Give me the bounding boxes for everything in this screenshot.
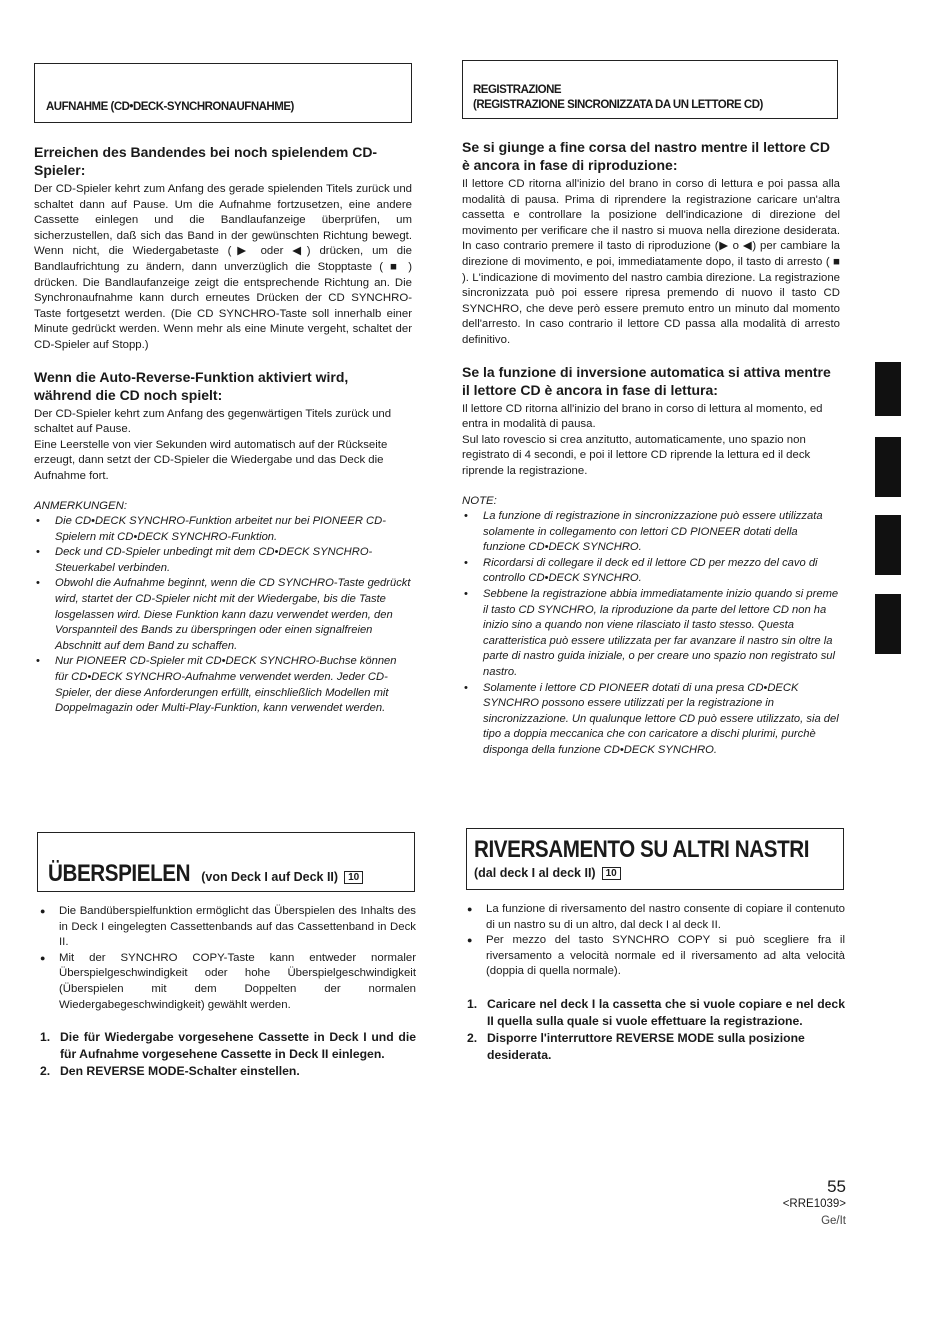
left-sec2-text2: Eine Leerstelle von vier Sekunden wird automatisch auf der Rückseite erzeugt, dann setzt der CD-Spieler die Wiedergabe und das Deck die Aufnahme fort. xyxy=(34,438,388,482)
right-sec2-text1: Il lettore CD ritorna all'inizio del brano in corso di lettura al momento, ed entra in modalità di pausa. xyxy=(462,402,823,431)
list-item: 1. Die für Wiedergabe vorgesehene Cassette in Deck I und die für Aufnahme vorgesehene Cassette in Deck II einlegen. xyxy=(40,1030,416,1062)
language-code: Ge/It xyxy=(821,1215,846,1227)
list-item: • Sebbene la registrazione abbia immediatamente inizio quando si preme il tasto CD SYNCHRO, la riproduzione da parte del lettore CD non ha inizio sino a quando non viene rilasciato il tasto stesso. Questa caratteristica può essere utilizzata per far avanzare il nastro sin oltre la parte di nastro guida iniziale, o per creare uno spazio non registrato sul nastro. xyxy=(462,587,840,681)
right-column-content xyxy=(462,138,840,759)
left-dubbing-bullets xyxy=(38,904,416,1013)
right-dubbing-bullets xyxy=(465,902,845,980)
document-code: <RRE1039> xyxy=(782,1198,846,1210)
list-item: • Nur PIONEER CD-Spieler mit CD•DECK SYNCHRO-Buchse können für CD•DECK SYNCHRO-Aufnahme verwendet werden. Jeder CD-Spieler, der diese Anforderungen erfüllt, einschließlich Modellen mit Doppelmagazin oder Multi-Play-Funktion, kann verwendet werden. xyxy=(34,654,412,716)
left-dubbing-title: ÜBERSPIELEN xyxy=(48,860,191,887)
list-item: ● La funzione di riversamento del nastro consente di copiare il contenuto di un nastro su di un altro, dal deck I al deck II. xyxy=(465,902,845,933)
list-item: • Ricordarsi di collegare il deck ed il lettore CD per mezzo del cavo di controllo CD•DECK SYNCHRO. xyxy=(462,556,840,587)
list-item: ● Per mezzo del tasto SYNCHRO COPY si può scegliere fra il riversamento a velocità normale ed il riversamento ad alta velocità (doppia di quella normale). xyxy=(465,933,845,980)
right-dubbing-content xyxy=(465,902,845,1064)
side-tab-3 xyxy=(875,515,901,575)
list-item: • Deck und CD-Spieler unbedingt mit dem CD•DECK SYNCHRO-Steuerkabel verbinden. xyxy=(34,545,412,576)
list-item: • La funzione di registrazione in sincronizzazione può essere utilizzata solamente in collegamento con lettori CD PIONEER dotati della funzione CD•DECK SYNCHRO. xyxy=(462,509,840,556)
list-item: 2. Disporre l'interruttore REVERSE MODE sulla posizione desiderata. xyxy=(467,1030,805,1062)
list-item: ● Die Bandüberspielfunktion ermöglicht das Überspielen des Inhalts des in Deck I eingelegten Cassettenbands auf das Cassettenband in Deck II. xyxy=(38,904,416,951)
side-tab-1 xyxy=(875,362,901,416)
right-notes-heading: NOTE: xyxy=(462,494,497,507)
page-number: 55 xyxy=(827,1177,846,1196)
left-column-content xyxy=(34,143,412,717)
right-dubbing-title: RIVERSAMENTO SU ALTRI NASTRI xyxy=(474,836,810,863)
left-sec2-text1: Der CD-Spieler kehrt zum Anfang des gegenwärtigen Titels zurück und schaltet auf Pause. xyxy=(34,407,392,436)
left-section-box xyxy=(34,63,412,123)
left-dubbing-content xyxy=(38,904,416,1080)
left-dubbing-subtitle: (von Deck I auf Deck II) xyxy=(201,870,339,884)
side-tab-2 xyxy=(875,437,901,497)
list-item: • Solamente i lettore CD PIONEER dotati di una presa CD•DECK SYNCHRO possono essere utilizzati per la registrazione in sincronizzazione. Un qualunque lettore CD può essere utilizzato, sia del tipo a doppia meccanica che con caricatore a dischi plurimi, purchè disponga della funzione CD•DECK SYNCHRO. xyxy=(462,681,840,759)
right-section-title-1: REGISTRAZIONE xyxy=(473,83,562,97)
right-dubbing-heading xyxy=(474,836,839,882)
right-notes-list xyxy=(462,509,840,759)
list-item: 2. Den REVERSE MODE-Schalter einstellen. xyxy=(40,1064,300,1079)
left-dubbing-steps xyxy=(38,1029,416,1080)
left-section-title: AUFNAHME (CD•DECK-SYNCHRONAUFNAHME) xyxy=(46,100,294,114)
right-sec2-heading: Se la funzione di inversione automatica si attiva mentre il lettore CD è ancora in fase di lettura: xyxy=(462,363,831,398)
left-notes-list xyxy=(34,514,412,717)
list-item: • Obwohl die Aufnahme beginnt, wenn die CD SYNCHRO-Taste gedrückt wird, startet der CD-Spieler nicht mit der Wiedergabe, bis die Taste losgelassen wird. Diese Funktion kann dazu verwendet werden, den Vorspannteil des Bands zu überspringen oder einen signalfreien Abschnitt auf dem Band zu schaffen. xyxy=(34,576,412,654)
right-sec1-text: Il lettore CD ritorna all'inizio del brano in corso di lettura e poi passa alla modalità di pausa. Prima di riprendere la registrazione caricare un'altra cassetta e controllare la posizione dell'indicazione di direzione del movimento per verificare che il nastro si muova nella direzione desiderata. In caso contrario premere il tasto di riproduzione (▶ o ◀) per cambiare la direzione di movimento, e poi, immediatamente dopo, il tasto di arresto ( ■ ). L'indicazione di movimento del nastro cambia direzione. La registrazione sincronizzata può poi essere ripresa premendo di nuovo il tasto CD SYNCHRO, che deve però essere premuto entro un minuto dal momento dell'arresto. In caso contrario il lettore CD passa alla modalità di arresto definitivo. xyxy=(462,178,840,346)
right-dubbing-subtitle: (dal deck I al deck II) xyxy=(474,866,596,880)
list-item: ● Mit der SYNCHRO COPY-Taste kann entweder normaler Überspielgeschwindigkeit oder hohe Überspielgeschwindigkeit (Überspielen mit dem Doppelten der normalen Wiedergabegeschwindigkeit) gewählt werden. xyxy=(38,951,416,1013)
right-sec1-heading: Se si giunge a fine corsa del nastro mentre il lettore CD è ancora in fase di riproduzione: xyxy=(462,139,830,173)
left-sec1-heading: Erreichen des Bandendes bei noch spielendem CD-Spieler: xyxy=(34,144,378,178)
left-dubbing-heading xyxy=(48,860,408,888)
left-sec2-heading: Wenn die Auto-Reverse-Funktion aktiviert wird, während die CD noch spielt: xyxy=(34,368,349,403)
side-tab-4 xyxy=(875,594,901,654)
list-item: 1. Caricare nel deck I la cassetta che si vuole copiare e nel deck II quella sulla quale si vuole effettuare la registrazione. xyxy=(467,996,845,1028)
left-page-ref: 10 xyxy=(344,871,363,884)
right-section-title-2: (REGISTRAZIONE SINCRONIZZATA DA UN LETTORE CD) xyxy=(473,98,763,112)
right-page-ref: 10 xyxy=(602,867,621,880)
left-notes-heading: ANMERKUNGEN: xyxy=(34,499,128,512)
right-sec2-text2: Sul lato rovescio si crea anzitutto, automaticamente, uno spazio non registrato di 4 secondi, e poi il lettore CD riprende la lettura ed il deck riprende la registrazione. xyxy=(462,433,811,477)
left-sec1-text: Der CD-Spieler kehrt zum Anfang des gerade spielenden Titels zurück und schaltet dann auf Pause. Um die Aufnahme fortzusetzen, eine andere Cassette einlegen und die Bandlaufanzeige überprüfen, um sicherzustellen, daß sich das Band in der gewünschten Richtung bewegt. Wenn nicht, die Wiedergabetaste (▶ oder ◀) drücken, um die Bandlaufrichtung zu ändern, dann unverzüglich die Stopptaste ( ■ ) drücken. Die Bandlaufanzeige zeigt die entsprechende Richtung an. Die Synchronaufnahme kann durch erneutes Drücken der CD SYNCHRO-Taste fortgesetzt werden. (Die CD SYNCHRO-Taste soll innerhalb einer Minute gedrückt werden. Wenn mehr als eine Minute vergeht, schaltet der CD-Spieler auf Stopp.) xyxy=(34,183,412,351)
list-item: • Die CD•DECK SYNCHRO-Funktion arbeitet nur bei PIONEER CD-Spielern mit CD•DECK SYNCHRO-Funktion. xyxy=(34,514,412,545)
right-dubbing-steps xyxy=(465,996,845,1064)
